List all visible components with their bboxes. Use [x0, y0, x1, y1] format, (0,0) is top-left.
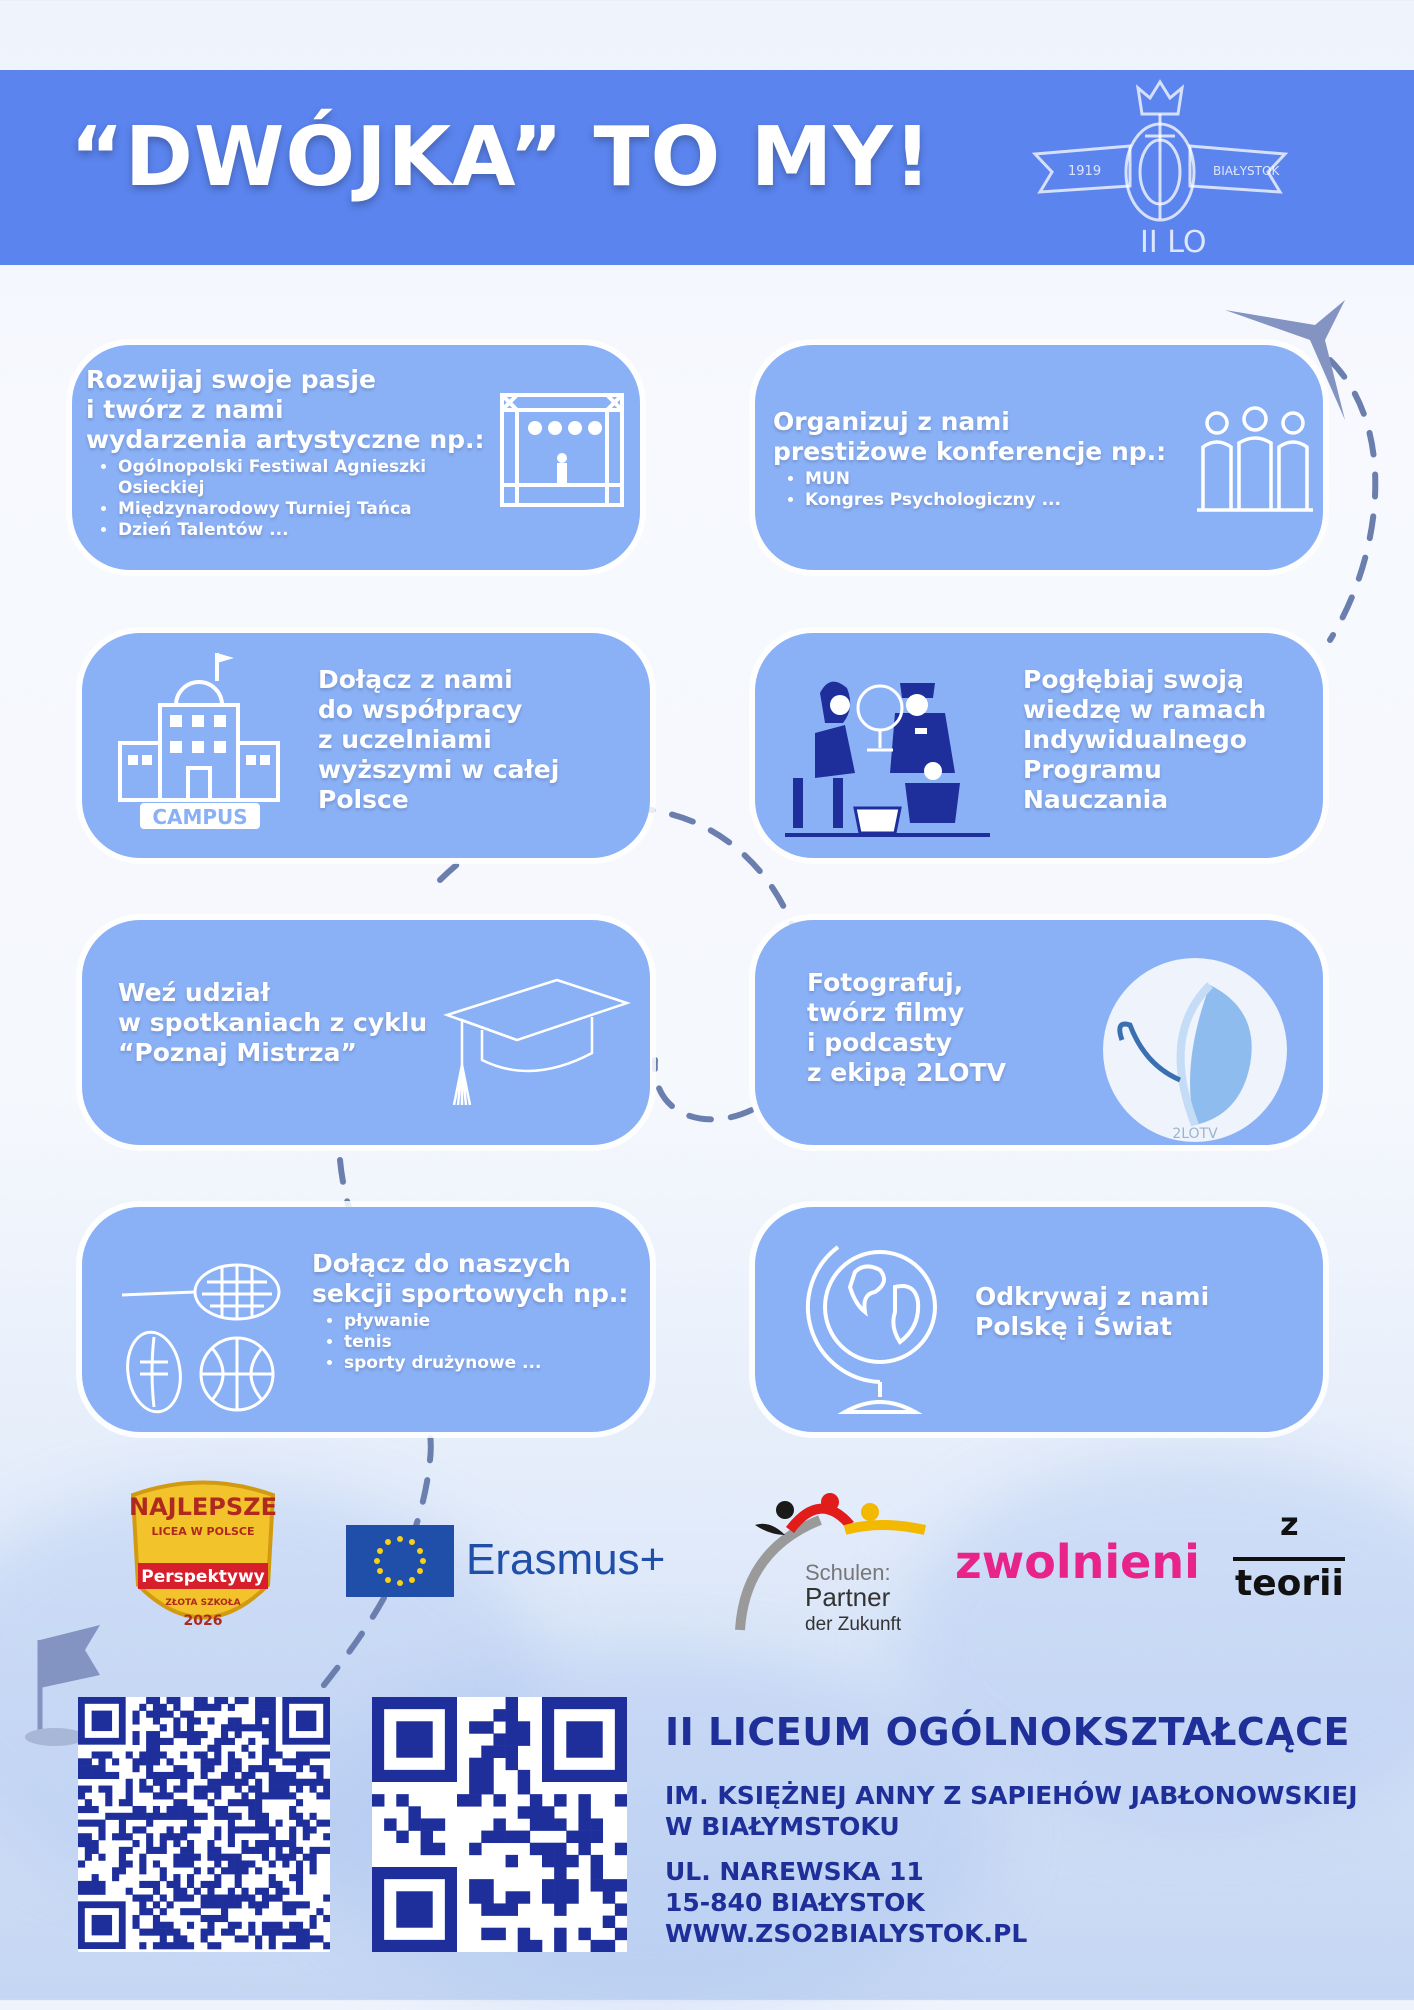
- card-art-events: [72, 345, 640, 570]
- card-heading: Organizuj z nami prestiżowe konferencje np.:: [773, 407, 1167, 466]
- school-crest-icon: [1030, 74, 1290, 262]
- card-heading: Fotografuj, twórz filmy i podcasty z ekipą 2LOTV: [807, 968, 1006, 1087]
- 2lotv-label: 2LOTV: [1172, 1126, 1218, 1142]
- 2lotv-logo-icon: [1100, 955, 1290, 1145]
- card-heading: Dołącz do naszych sekcji sportowych np.:: [312, 1249, 629, 1308]
- card-discover-world: [755, 1207, 1323, 1432]
- crest-city: BIAŁYSTOK: [1213, 164, 1280, 178]
- list-item: • tenis: [344, 1332, 642, 1353]
- campus-label: CAMPUS: [152, 805, 248, 829]
- zwolnieni-teorii-text: teorii: [1235, 1563, 1344, 1604]
- card-heading: Rozwijaj swoje pasje i twórz z nami wydarzenia artystyczne np.:: [86, 365, 485, 454]
- badge-year: 2026: [183, 1613, 223, 1629]
- card-heading: Weź udział w spotkaniach z cyklu “Poznaj Mistrza”: [118, 978, 428, 1067]
- pasch-line1: Schulen:: [805, 1560, 891, 1585]
- school-patron: IM. KSIĘŻNEJ ANNY Z SAPIEHÓW JABŁONOWSKIEJ: [665, 1781, 1358, 1810]
- pasch-line3: der Zukunft: [805, 1614, 902, 1635]
- zwolnieni-divider: [1233, 1557, 1345, 1561]
- list-item: • pływanie: [344, 1311, 642, 1332]
- card-heading: Odkrywaj z nami Polskę i Świat: [975, 1282, 1210, 1341]
- people-icon: [1195, 405, 1315, 515]
- badge-line1: NAJLEPSZE: [129, 1493, 277, 1521]
- card-2lotv: [755, 920, 1323, 1145]
- pasch-logo: [730, 1480, 930, 1640]
- badge-line2: LICEA W POLSCE: [151, 1525, 255, 1538]
- crest-abbr: II LO: [1140, 225, 1207, 260]
- card-individual-program: [755, 633, 1323, 858]
- globe-icon: [800, 1232, 950, 1417]
- list-item: • Międzynarodowy Turniej Tańca: [118, 499, 516, 520]
- card-universities: [82, 633, 650, 858]
- crest-year: 1919: [1068, 164, 1102, 179]
- campus-icon: [112, 653, 287, 833]
- card-conferences: [755, 345, 1323, 570]
- school-name: II LICEUM OGÓLNOKSZTAŁCĄCE: [665, 1710, 1351, 1754]
- school-postcode: 15-840 BIAŁYSTOK: [665, 1888, 925, 1917]
- erasmus-text: Erasmus+: [466, 1535, 666, 1584]
- qr-code-icon: [78, 1697, 330, 1952]
- zwolnieni-text: zwolnieni: [955, 1535, 1200, 1589]
- zwolnieni-z-text: z: [1280, 1505, 1299, 1543]
- card-meet-the-master: [82, 920, 650, 1145]
- school-website-link[interactable]: WWW.ZSO2BIALYSTOK.PL: [665, 1919, 1028, 1948]
- card-sports: [82, 1207, 650, 1432]
- page-title: “DWÓJKA” TO MY!: [70, 110, 933, 205]
- qr-code-left[interactable]: [78, 1697, 330, 1952]
- card-list: [86, 457, 516, 541]
- graduation-cap-icon: [442, 975, 632, 1105]
- list-item: • Dzień Talentów ...: [118, 520, 516, 541]
- badge-brand: Perspektywy: [141, 1567, 265, 1587]
- badge-line3: ZŁOTA SZKOŁA: [165, 1598, 241, 1608]
- list-item: • Ogólnopolski Festiwal Agnieszki Osieckiej: [118, 457, 516, 499]
- list-item: • MUN: [805, 469, 1193, 490]
- erasmus-logo: [346, 1525, 706, 1597]
- eu-flag-icon: [346, 1525, 454, 1597]
- list-item: • sporty drużynowe ...: [344, 1353, 642, 1374]
- school-street: UL. NAREWSKA 11: [665, 1857, 924, 1886]
- school-city-line: W BIAŁYMSTOKU: [665, 1812, 900, 1841]
- card-heading: Pogłębiaj swoją wiedzę w ramach Indywidualnego Programu Nauczania: [1023, 665, 1267, 814]
- qr-code-right[interactable]: [372, 1697, 627, 1952]
- stage-icon: [497, 390, 627, 510]
- perspektywy-badge: [118, 1475, 288, 1650]
- header-banner: [0, 70, 1414, 265]
- card-list: [773, 469, 1193, 511]
- zwolnieni-z-teorii-logo: [955, 1505, 1355, 1615]
- list-item: • Kongres Psychologiczny ...: [805, 490, 1193, 511]
- pasch-line2: Partner: [805, 1582, 891, 1612]
- qr-code-icon: [372, 1697, 627, 1952]
- card-list: [312, 1311, 642, 1374]
- card-heading: Dołącz z nami do współpracy z uczelniami wyższymi w całej Polsce: [318, 665, 560, 814]
- students-illustration-icon: [785, 653, 995, 843]
- sports-balls-icon: [122, 1262, 282, 1417]
